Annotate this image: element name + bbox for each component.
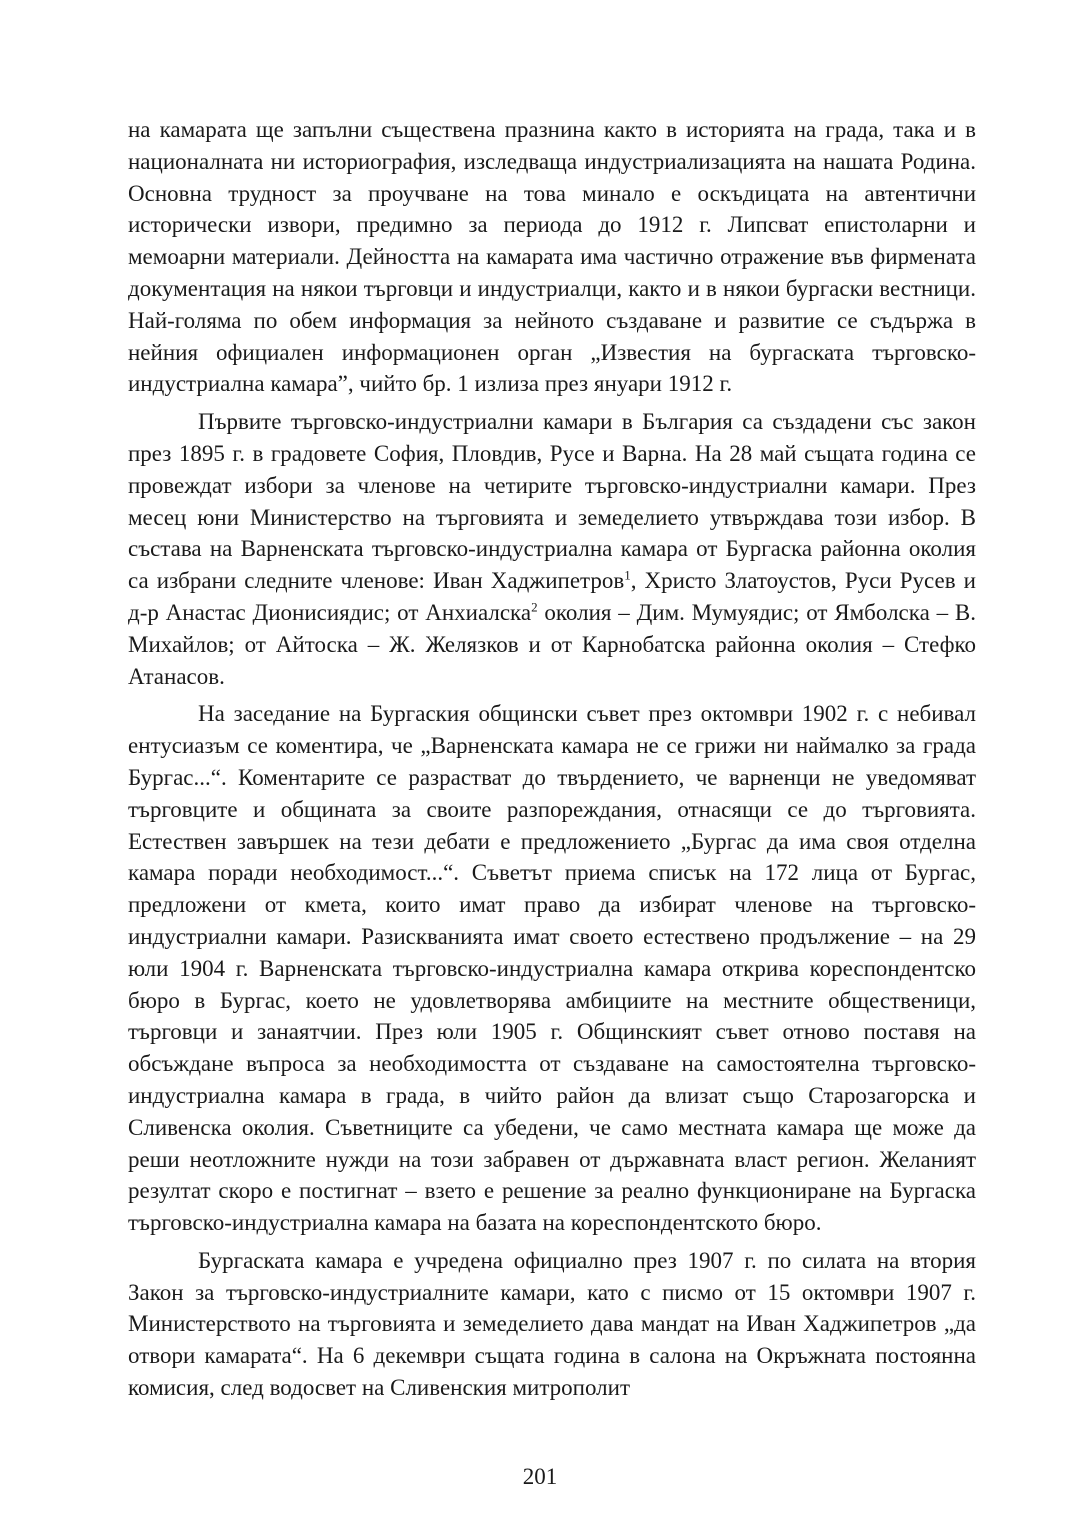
page-number: 201 xyxy=(522,1464,558,1489)
paragraph-text: , Христо Златоустов, Руси Русев и д-р Анастас Дионисиядис; от Анхиалска xyxy=(128,568,976,625)
body-text xyxy=(128,114,976,1410)
paragraph-text: на камарата ще запълни съществена празнина както в историята на града, така и в националната ни историография, изследваща индустриализацията на нашата Родина. Основна трудност за проучване на това минало е оскъдицата на автентични исторически извори, предимно за периода до 1912 г. Липсват епистоларни и мемоарни материали. Дейността на камарата има частично отражение във фирмената документация на някои търговци и индустриалци, както и в някои бургаски вестници. Най-голяма по обем информация за нейното създаване и развитие се съдържа в нейния официален информационен орган „Известия на бургаската търговско-индустриална камара”, чийто бр. 1 излиза през януари 1912 г. xyxy=(128,117,976,397)
paragraph-text: Първите търговско-индустриални камари в България са създадени със закон през 1895 г. в градовете София, Пловдив, Русе и Варна. На 28 май същата година се провеждат избори за членове на четирите търговско-индустриални камари. През месец юни Министерство на търговията и земеделието утвърждава този избор. В състава на Варненската търговско-индустриална камара от Бургаска районна околия са избрани следните членове: Иван Хаджипетров xyxy=(128,409,976,594)
paragraph-text: околия – Дим. Мумуядис; от Ямболска – В. Михайлов; от Айтоска – Ж. Желязков и от Карнобатска районна околия – Стефко Атанасов. xyxy=(128,599,976,689)
paragraph-text: Бургаската камара е учредена официално през 1907 г. по силата на втория Закон за търговско-индустриалните камари, като с писмо от 15 октомври 1907 г. Министерството на търговията и земеделието дава мандат на Иван Хаджипетров „да отвори камарата“. На 6 декември същата година в салона на Окръжната постоянна комисия, след водосвет на Сливенския митрополит xyxy=(128,1247,976,1401)
paragraph xyxy=(128,114,976,400)
footnote-marker: 2 xyxy=(531,599,538,615)
footnote-marker: 1 xyxy=(624,567,631,583)
paragraph xyxy=(128,1245,976,1404)
paragraph-text: На заседание на Бургаския общински съвет през октомври 1902 г. с небивал ентусиазъм се коментира, че „Варненската камара не се грижи ни наймалко за града Бургас...“. Коментарите се разрастват до твърдението, че варненци не уведомяват търговците и общината за своите разпореждания, отнасящи се до търговията. Естествен завършек на тези дебати е предложението „Бургас да има своя отделна камара поради необходимост...“. Съветът приема списък на 172 лица от Бургас, предложени от кмета, които имат право да избират членове на търговско-индустриални камари. Разискванията имат своето естествено продължение – на 29 юли 1904 г. Варненската търговско-индустриална камара открива кореспондентско бюро в Бургас, което не удовлетворява амбициите на местните общественици, търговци и занаятчии. През юли 1905 г. Общинският съвет отново поставя на обсъждане въпроса за необходимостта от създаване на самостоятелна търговско-индустриална камара в града, в чийто район да влизат също Старозагорска и Сливенска околия. Съветниците са убедени, че само местната камара ще може да реши неотложните нужди на този забравен от държавната власт регион. Желаният резултат скоро е постигнат – взето е решение за реално функциониране на Бургаска търговско-индустриална камара на базата на кореспондентското бюро. xyxy=(128,701,976,1236)
paragraph xyxy=(128,406,976,692)
paragraph xyxy=(128,698,976,1239)
